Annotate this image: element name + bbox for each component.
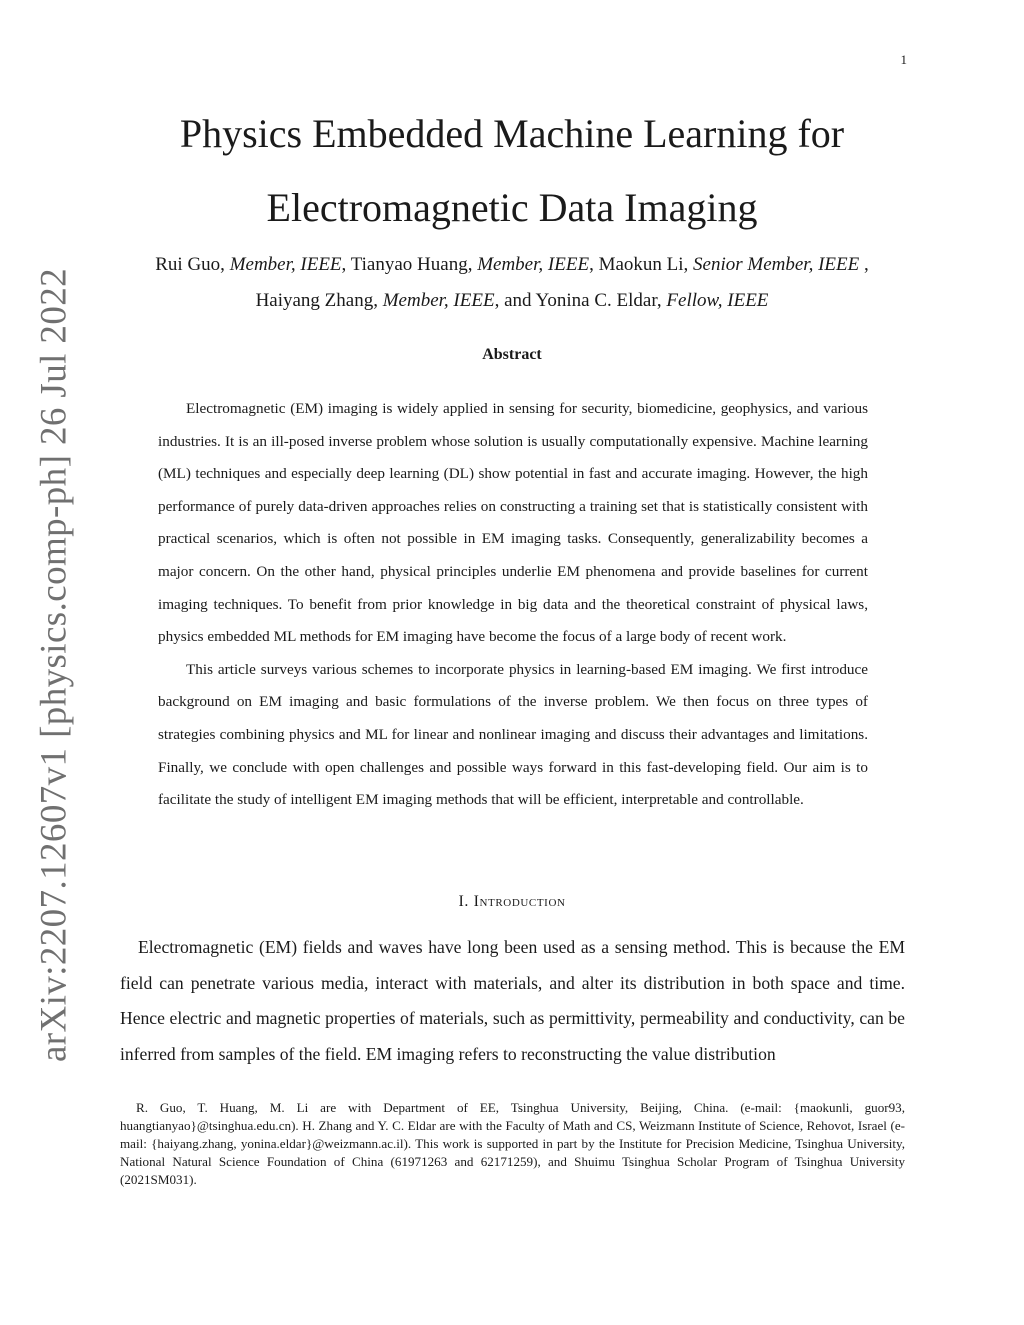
author-rui-guo-role: Member, IEEE (229, 254, 342, 275)
page-number: 1 (900, 52, 907, 67)
author-yonina-eldar: , and Yonina C. Eldar, (494, 290, 667, 311)
author-haiyang-zhang: Haiyang Zhang, (255, 290, 383, 311)
abstract-body (158, 393, 868, 817)
paper-title (120, 97, 904, 245)
abstract-heading: Abstract (482, 346, 542, 363)
author-list (110, 247, 914, 319)
author-maokun-li: , Maokun Li, (589, 254, 694, 275)
introduction-body (120, 930, 905, 1072)
author-maokun-li-role: Senior Member, IEEE (693, 254, 860, 275)
author-yonina-eldar-role: Fellow, IEEE (666, 290, 769, 311)
paper-title-line-1: Physics Embedded Machine Learning for (179, 111, 845, 156)
abstract-paragraph-2: This article surveys various schemes to incorporate physics in learning-based EM imaging. We first introduce background on EM imaging and basic formulations of the inverse problem. We then focus on three types of strategies combining physics and ML for linear and nonlinear imaging and discuss their advantages and limitations. Finally, we conclude with open challenges and possible ways forward in this fast-developing field. Our aim is to facilitate the study of intelligent EM imaging methods that will be efficient, interpretable and controllable. (158, 660, 868, 809)
introduction-paragraph-1: Electromagnetic (EM) fields and waves have long been used as a sensing method. This is because the EM field can penetrate various media, interact with materials, and alter its distribution in both space and time. Hence electric and magnetic properties of materials, such as permittivity, permeability and conductivity, can be inferred from samples of the field. EM imaging refers to reconstructing the value distribution (120, 937, 905, 1064)
author-line-1 (110, 247, 914, 283)
author-affiliation-footnote: R. Guo, T. Huang, M. Li are with Department of EE, Tsinghua University, Beijing, China. (e-mail: {maokunli, guor93, huangtianyao}@tsinghua.edu.cn). H. Zhang and Y. C. Eldar are with the Faculty of Math and CS, Weizmann Institute of Science, Rehovot, Israel (e-mail: {haiyang.zhang, yonina.eldar}@weizmann.ac.il). This work is supported in part by the Institute for Precision Medicine, Tsinghua University, National Natural Science Foundation of China (61971263 and 62171259), and Shuimu Tsinghua Scholar Program of Tsinghua University (2021SM031). (120, 1100, 905, 1187)
author-line-2 (110, 283, 914, 319)
author-haiyang-zhang-role: Member, IEEE (382, 290, 495, 311)
author-tianyao-huang-role: Member, IEEE (477, 254, 590, 275)
introduction-heading: I. Introduction (458, 893, 566, 910)
abstract-paragraph-1: Electromagnetic (EM) imaging is widely applied in sensing for security, biomedicine, geophysics, and various industries. It is an ill-posed inverse problem whose solution is usually computationally expensive. Machine learning (ML) techniques and especially deep learning (DL) show potential in fast and accurate imaging. However, the high performance of purely data-driven approaches relies on constructing a training set that is statistically consistent with practical scenarios, which is often not possible in EM imaging tasks. Consequently, generalizability becomes a major concern. On the other hand, physical principles underlie EM phenomena and provide baselines for current imaging techniques. To benefit from prior knowledge in big data and the theoretical constraint of physical laws, physics embedded ML methods for EM imaging have become the focus of a large body of recent work. (158, 400, 868, 646)
author-rui-guo: Rui Guo, (155, 254, 230, 275)
author-tianyao-huang: , Tianyao Huang, (341, 254, 478, 275)
paper-title-line-2: Electromagnetic Data Imaging (266, 185, 758, 230)
author-line-1-end: , (859, 254, 869, 275)
arxiv-identifier-stamp: arXiv:2207.12607v1 [physics.comp-ph] 26 Jul 2022 (33, 267, 75, 1063)
